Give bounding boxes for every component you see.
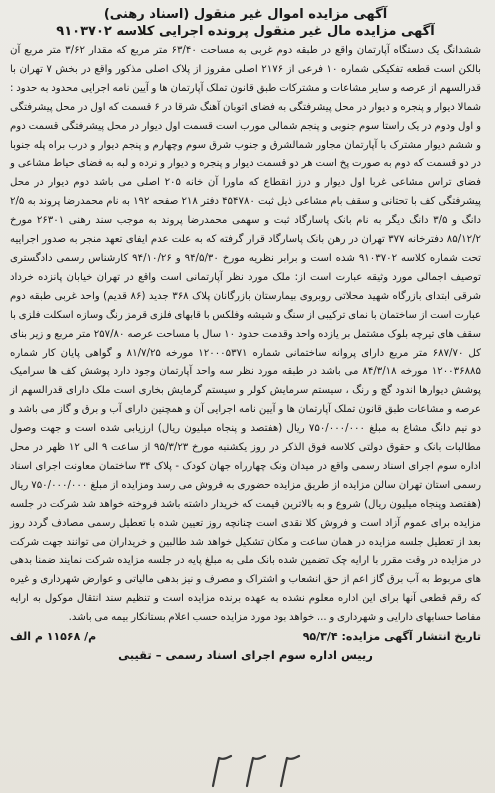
- notice-footer: [10, 628, 481, 664]
- notice-body: ششدانگ یک دستگاه آپارتمان واقع در طبقه دوم غربی به مساحت ۶۳/۴۰ متر مربع که مقدار ۳/۶۲ متر مربع آن بالکن است قطعه تفکیکی شماره ۱۰ فرعی از ۲۱۷۶ اصلی مفروز از پلاک اصلی مذکور واقع در بخش ۷ تهران با قدرالسهم از عرصه و سایر مشاعات و مشترکات طبق قانون تملک آپارتمان ها و آیین نامه اجرایی محدود به حدود : شمالا دیوار و پنجره و دیوار در محل پیشرفتگی به فضای اتوبان آهنگ شرقا در ۶ قسمت که اول در محل پیشرفتگی و اول ودوم در یک راستا سوم جنوبی و پنجم شمالی مورب است قسمت اول دیوار در محل پیشرفتگی قسمت دوم و ششم دیوار مشترک با آپارتمان مجاور شمالشرق و جنوب شرق سوم وچهارم و پنجم دیوار و درب براه پله جنوبا در دو قسمت که دوم به صورت پخ است هر دو قسمت دیوار و پنجره و دیوار و نرده و لبه به فضای حیاط مشاعی و فضای تراس مشاعی غربا اول دیوار و درز انقطاع که ماورا آن خانه ۲۰۵ اصلی می باشد دوم دیوار در محل پیشرفتگی کف با تحتانی و سقف بام مشاعی ذیل ثبت ۴۵۴۷۸۰ دفتر ۲۱۸ صفحه ۱۹۲ به نام محمدرضا پروند به ۲/۵ دانگ و ۳/۵ دانگ دیگر به نام بانک پاسارگاد ثبت و سهمی محمدرضا پروند به موجب سند رهنی ۲۶۳۰۱ مورخ ۸۵/۱۲/۲ دفترخانه ۳۷۷ تهران در رهن بانک پاسارگاد قرار گرفته که به علت عدم ایفای تعهد منجر به صدور اجراییه تحت شماره کلاسه ۹۱۰۳۷۰۲ شده است و برابر نظریه مورخ ۹۴/۵/۳۰ و ۹۴/۱۰/۲۶ کارشناس رسمی دادگستری توصیف اجمالی مورد وثیقه عبارت است از: ملک مورد نظر آپارتمانی است واقع در تهران خیابان پانزده خرداد شرقی ابتدای بازرگاه شهید محلاتی روبروی بیمارستان بازرگانان پلاک ۳۶۸ جدید (۸۶ قدیم) واحد غربی طبقه دوم عبارت است از ساختمان با نمای ترکیبی از سنگ و شیشه وفلکس با قابهای فلزی قرمز رنگ وسازه اسکلت فلزی با سقف های تیرچه بلوک مشتمل بر یازده واحد وقدمت حدود ۱۰ سال با مساحت عرصه ۲۵۷/۸۰ متر مربع و زیر بنای کل ۶۸۷/۷۰ متر مربع دارای پروانه ساختمانی شماره ۱۲۰۰۰۵۳۷۱ مورخه ۸۱/۷/۲۵ و گواهی پایان کار شماره ۱۲۰۰۳۶۸۸۵ مورخه ۸۴/۳/۱۸ می باشد در طبقه مورد نظر سه واحد آپارتمان وجود دارد پوشش کف ها سرامیک پوشش دیوارها اندود گچ و رنگ ، سیستم سرمایش کولر و سیستم گرمایش بخاری است ملک دارای قدرالسهم از عرصه و مشاعات طبق قانون تملک آپارتمان ها و آیین نامه اجرایی آن و همچنین دارای آب و برق و گاز می باشد و دو نیم دانگ مشاع به مبلغ ۷۵۰/۰۰۰/۰۰۰ ریال (هفتصد و پنجاه میلیون ریال) ارزیابی شده است و جهت وصول مطالبات بانک و حقوق دولتی کلاسه فوق الذکر در روز یکشنبه مورخ ۹۵/۳/۲۳ از ساعت ۹ الی ۱۲ ظهر در محل اداره سوم اجرای اسناد رسمی واقع در میدان ونک چهارراه جهان کودک - پلاک ۳۴ ساختمان معاونت اجرای اسناد رسمی استان تهران سالن مزایده از طریق مزایده حضوری به فروش می رسد ومزایده از مبلغ ۷۵۰/۰۰۰/۰۰۰ ریال (هفتصد وپنجاه میلیون ریال) شروع و به بالاترین قیمت که خریدار داشته باشد فروخته خواهد شد شرکت در جلسه مزایده برای عموم آزاد است و فروش کلا نقدی است چنانچه روز تعیین شده با تعطیل رسمی مصادف گردد روز بعد از تعطیل جلسه مزایده در همان ساعت و مکان تشکیل خواهد شد طالبین و خریداران می توانند جهت شرکت در مزایده در وقت مقرر با ارایه چک تضمین شده بانک ملی به مبلغ پایه در جلسه مزایده شرکت نمایند ضمنا بدهی های مربوط به آب برق گاز اعم از حق انشعاب و اشتراک و مصرف و نیز بدهی مالیاتی و عوارض شهرداری و غیره که رقم قطعی آنها برای این اداره معلوم نشده به عهده برنده مزایده است و تنظیم سند انتقال موکول به ارایه مفاصا حسابهای دارایی و شهرداری و ... خواهد بود مورد مزایده حسب اعلام بستانکار بیمه می باشد.: [10, 45, 482, 624]
- signature-line: رییس اداره سوم اجرای اسناد رسمی – تقیبی: [118, 648, 373, 663]
- publish-date: تاریخ انتشار آگهی مزایده: ۹۵/۳/۴: [302, 630, 481, 644]
- handwritten-number: [205, 752, 315, 792]
- notice-subtitle: آگهی مزایده مال غیر منقول پرونده اجرایی کلاسه ۹۱۰۳۷۰۲: [56, 24, 435, 39]
- notice-title: آگهی مزایده اموال غیر منقول (اسناد رهنی): [103, 7, 388, 22]
- reference-number: م/ ۱۱۵۶۸ م الف: [10, 630, 97, 644]
